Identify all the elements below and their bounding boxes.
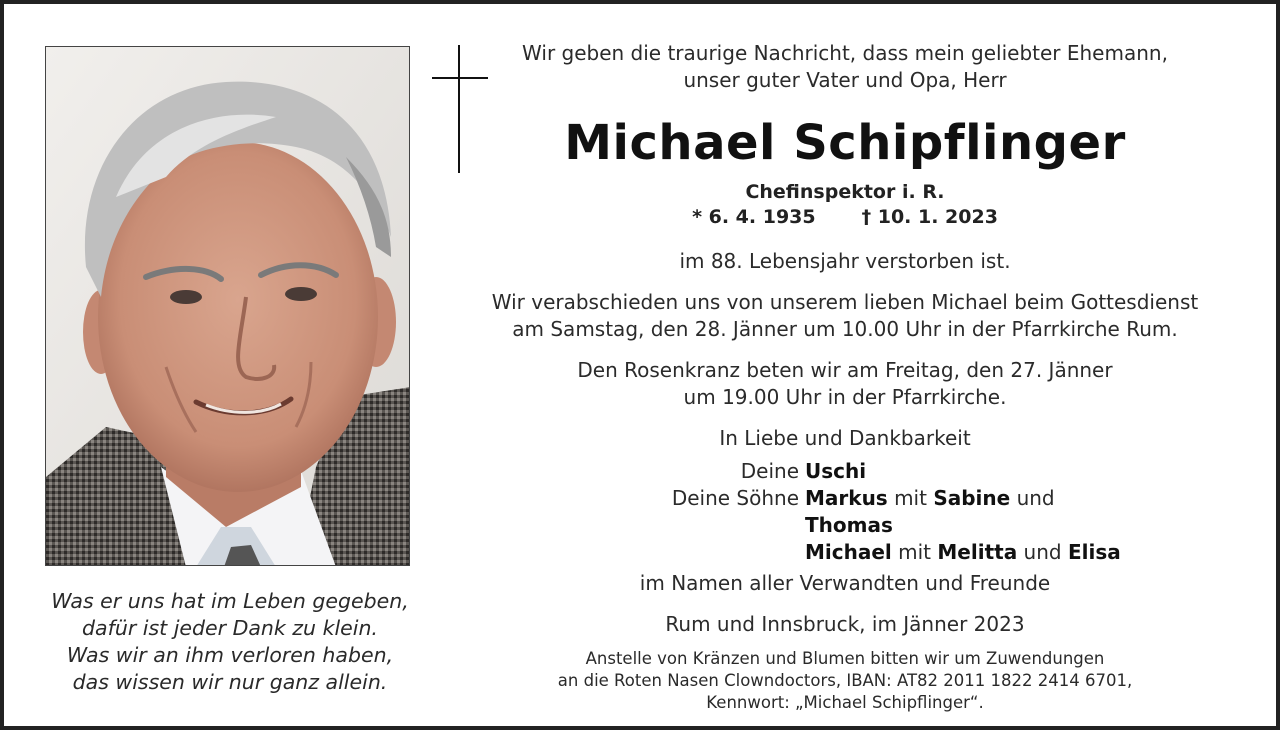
obituary-text xyxy=(455,40,1235,714)
family-list xyxy=(545,458,1145,566)
rosary-line: Den Rosenkranz beten wir am Freitag, den 27. Jänner xyxy=(577,358,1113,382)
partner-name: Sabine xyxy=(933,486,1011,510)
wife-name: Uschi xyxy=(805,459,867,483)
deceased-name: Michael Schipflinger xyxy=(564,115,1126,171)
partner-name: Melitta xyxy=(937,540,1018,564)
sons-label: Deine Söhne xyxy=(671,486,799,510)
connector: mit xyxy=(898,540,932,564)
relatives-line: im Namen aller Verwandten und Freunde xyxy=(639,571,1051,595)
life-dates xyxy=(455,204,1235,230)
closing-line: In Liebe und Dankbarkeit xyxy=(719,426,971,450)
deceased-title: Chefinspektor i. R. xyxy=(745,181,945,203)
place-date: Rum und Innsbruck, im Jänner 2023 xyxy=(665,612,1025,636)
grandchild-name: Elisa xyxy=(1067,540,1121,564)
poem-line: Was er uns hat im Leben gegeben, xyxy=(51,589,409,613)
poem-line: Was wir an ihm verloren haben, xyxy=(66,643,394,667)
connector: mit xyxy=(894,486,927,510)
portrait-illustration xyxy=(46,47,410,566)
donation-note xyxy=(455,648,1235,714)
son-name: Michael xyxy=(805,540,892,564)
service-line: Wir verabschieden uns von unserem lieben Michael beim Gottesdienst xyxy=(491,290,1199,314)
portrait-photo xyxy=(45,46,410,566)
service-line: am Samstag, den 28. Jänner um 10.00 Uhr in der Pfarrkirche Rum. xyxy=(512,317,1178,341)
poem-line: dafür ist jeder Dank zu klein. xyxy=(82,616,378,640)
wife-label: Deine xyxy=(740,459,799,483)
age-line: im 88. Lebensjahr verstorben ist. xyxy=(679,249,1011,273)
donation-line: an die Roten Nasen Clowndoctors, IBAN: AT82 2011 1822 2414 6701, xyxy=(557,671,1133,690)
connector: und xyxy=(1023,540,1062,564)
family-row xyxy=(805,539,1145,566)
intro-line: Wir geben die traurige Nachricht, dass mein geliebter Ehemann, xyxy=(522,41,1168,65)
intro-line: unser guter Vater und Opa, Herr xyxy=(683,68,1007,92)
death-date: † 10. 1. 2023 xyxy=(861,206,998,228)
connector: und xyxy=(1016,486,1055,510)
donation-line: Kennwort: „Michael Schipflinger“. xyxy=(706,693,984,712)
donation-line: Anstelle von Kränzen und Blumen bitten wir um Zuwendungen xyxy=(585,649,1105,668)
memorial-poem xyxy=(30,588,430,696)
family-row xyxy=(805,485,1145,539)
son-name: Markus xyxy=(805,486,888,510)
grandchild-name: Thomas xyxy=(805,513,893,537)
rosary-line: um 19.00 Uhr in der Pfarrkirche. xyxy=(683,385,1007,409)
birth-date: * 6. 4. 1935 xyxy=(692,206,816,228)
poem-line: das wissen wir nur ganz allein. xyxy=(72,670,388,694)
